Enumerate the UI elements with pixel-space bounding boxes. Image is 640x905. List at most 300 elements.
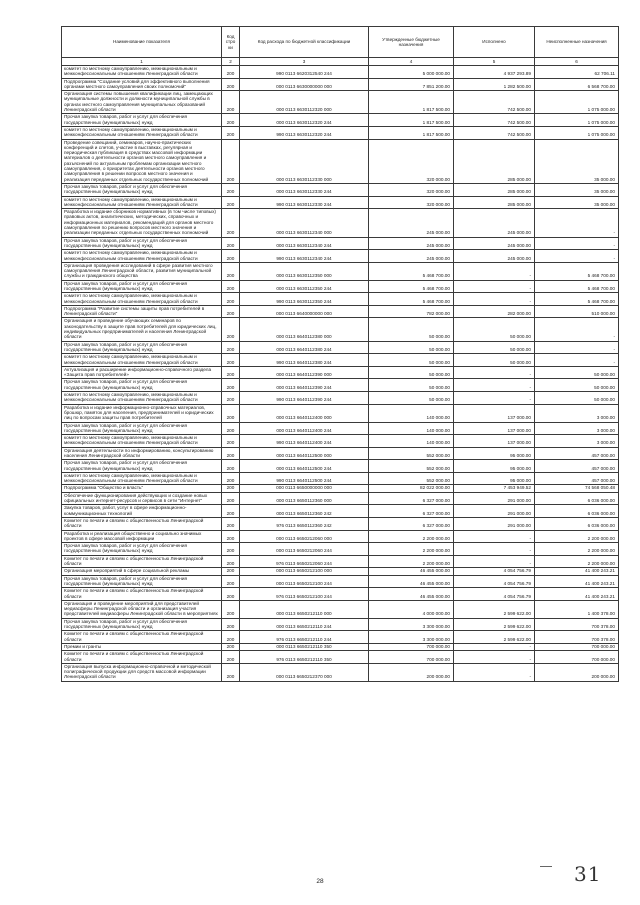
- row-line-code: 200: [222, 618, 240, 631]
- row-name: Разработка и реализация общественно и социально значимых проектов в сфере массовой информации: [62, 530, 222, 543]
- row-line-code: 200: [222, 505, 240, 518]
- table-row: [62, 517, 619, 530]
- row-approved: 3 300 000.00: [369, 631, 454, 644]
- row-unexecuted: 41 400 243.21: [535, 588, 619, 601]
- row-classification-code: 000 0113 6640112380 244: [240, 341, 369, 354]
- table-row: [62, 485, 619, 492]
- row-unexecuted: 6 036 000.00: [535, 505, 619, 518]
- row-classification-code: 000 0113 6650212060 244: [240, 543, 369, 556]
- row-line-code: 200: [222, 568, 240, 575]
- row-classification-code: 000 0113 6640112500 244: [240, 460, 369, 473]
- row-name: Организация и проведение мероприятий для представителей медиасферы Ленинградской области и организация участия представителей медиасферы Ленинградской области в мероприятиях: [62, 600, 222, 618]
- row-approved: 1 817 500.00: [369, 91, 454, 114]
- row-executed: 2 599 622.00: [454, 631, 535, 644]
- row-executed: 742 500.00: [454, 91, 535, 114]
- row-executed: 95 000.00: [454, 447, 535, 460]
- row-approved: 140 000.00: [369, 435, 454, 448]
- report-sheet: [61, 26, 618, 682]
- row-approved: 5 468 700.00: [369, 293, 454, 306]
- row-classification-code: 990 0113 6630112340 244: [240, 250, 369, 263]
- table-row: [62, 196, 619, 209]
- row-name: Прочая закупка товаров, работ и услуг для обеспечения государственных (муниципальных) нужд: [62, 114, 222, 127]
- row-unexecuted: 41 400 243.21: [535, 568, 619, 575]
- row-approved: 50 000.00: [369, 392, 454, 405]
- row-unexecuted: 35 000.00: [535, 196, 619, 209]
- row-approved: 7 851 200.00: [369, 78, 454, 91]
- row-line-code: 200: [222, 600, 240, 618]
- row-classification-code: 976 0113 6650112360 242: [240, 517, 369, 530]
- row-classification-code: 000 0113 6630112340 000: [240, 209, 369, 237]
- row-name: Закупка товаров, работ, услуг в сфере информационно-коммуникационных технологий: [62, 505, 222, 518]
- row-classification-code: 000 0113 6630112320 244: [240, 114, 369, 127]
- row-executed: -: [454, 643, 535, 650]
- table-row: [62, 354, 619, 367]
- row-approved: 5 468 700.00: [369, 262, 454, 280]
- row-classification-code: 990 0113 6630112330 244: [240, 196, 369, 209]
- row-unexecuted: 5 468 700.00: [535, 262, 619, 280]
- row-executed: 245 000.00: [454, 209, 535, 237]
- row-executed: 137 000.00: [454, 435, 535, 448]
- row-line-code: 200: [222, 237, 240, 250]
- row-line-code: 200: [222, 78, 240, 91]
- table-row: [62, 262, 619, 280]
- row-line-code: 200: [222, 354, 240, 367]
- row-approved: 46 455 000.00: [369, 568, 454, 575]
- row-classification-code: 000 0113 6630112320 000: [240, 91, 369, 114]
- row-classification-code: 000 0113 6640112390 000: [240, 366, 369, 379]
- header-name: Наименование показателя: [62, 27, 222, 58]
- row-unexecuted: 1 075 000.00: [535, 126, 619, 139]
- header-index-5: 5: [454, 58, 535, 66]
- row-name: Прочая закупка товаров, работ и услуг для обеспечения государственных (муниципальных) нужд: [62, 341, 222, 354]
- row-line-code: 200: [222, 517, 240, 530]
- row-line-code: 200: [222, 392, 240, 405]
- row-line-code: 200: [222, 293, 240, 306]
- row-approved: 200 000.00: [369, 663, 454, 681]
- row-approved: 140 000.00: [369, 404, 454, 422]
- row-name: Прочая закупка товаров, работ и услуг для обеспечения государственных (муниципальных) нужд: [62, 237, 222, 250]
- row-unexecuted: 200 000.00: [535, 663, 619, 681]
- row-approved: 4 000 000.00: [369, 600, 454, 618]
- row-line-code: 200: [222, 530, 240, 543]
- row-line-code: 200: [222, 643, 240, 650]
- row-unexecuted: 700 000.00: [535, 651, 619, 664]
- row-line-code: 200: [222, 435, 240, 448]
- table-row: [62, 651, 619, 664]
- row-executed: -: [454, 663, 535, 681]
- row-classification-code: 000 0113 6640112500 000: [240, 447, 369, 460]
- row-classification-code: 976 0113 6650212110 350: [240, 651, 369, 664]
- row-classification-code: 990 0113 6630112350 244: [240, 293, 369, 306]
- row-unexecuted: 5 468 700.00: [535, 293, 619, 306]
- row-line-code: 200: [222, 139, 240, 183]
- row-line-code: 200: [222, 366, 240, 379]
- table-row: [62, 618, 619, 631]
- row-approved: 320 000.00: [369, 183, 454, 196]
- row-unexecuted: 457 000.00: [535, 472, 619, 485]
- row-executed: 245 000.00: [454, 237, 535, 250]
- table-row: [62, 505, 619, 518]
- row-classification-code: 976 0113 6650212060 244: [240, 555, 369, 568]
- row-approved: 700 000.00: [369, 643, 454, 650]
- row-executed: 4 054 756.79: [454, 575, 535, 588]
- row-name: комитет по местному самоуправлению, межнациональным и межконфессиональным отношениям Ленинградской области: [62, 126, 222, 139]
- handwritten-page-mark: 31: [574, 862, 602, 886]
- row-classification-code: 990 0113 6640112380 244: [240, 354, 369, 367]
- header-classification-code: Код расхода по бюджетной классификации: [240, 27, 369, 58]
- row-executed: 95 000.00: [454, 460, 535, 473]
- row-unexecuted: -: [535, 354, 619, 367]
- table-row: [62, 568, 619, 575]
- row-approved: 50 000.00: [369, 379, 454, 392]
- row-line-code: 200: [222, 318, 240, 341]
- row-name: Комитет по печати и связям с общественностью Ленинградской области: [62, 631, 222, 644]
- row-executed: 137 000.00: [454, 404, 535, 422]
- row-name: Прочая закупка товаров, работ и услуг для обеспечения государственных (муниципальных) нужд: [62, 618, 222, 631]
- table-body: [62, 66, 619, 682]
- header-index-3: 3: [240, 58, 369, 66]
- table-row: [62, 183, 619, 196]
- row-line-code: 200: [222, 126, 240, 139]
- row-unexecuted: 510 000.00: [535, 305, 619, 318]
- row-name: Прочая закупка товаров, работ и услуг для обеспечения государственных (муниципальных) нужд: [62, 575, 222, 588]
- row-line-code: 200: [222, 209, 240, 237]
- row-name: Подпрограмма "Общество и власть": [62, 485, 222, 492]
- row-unexecuted: -: [535, 318, 619, 341]
- row-classification-code: 976 0113 6650212100 244: [240, 588, 369, 601]
- row-name: Организация деятельности по информированию, консультированию населения Ленинградской области: [62, 447, 222, 460]
- row-line-code: 200: [222, 588, 240, 601]
- table-row: [62, 631, 619, 644]
- header-index-4: 4: [369, 58, 454, 66]
- row-name: Комитет по печати и связям с общественностью Ленинградской области: [62, 555, 222, 568]
- row-name: комитет по местному самоуправлению, межнациональным и межконфессиональным отношениям Ленинградской области: [62, 435, 222, 448]
- row-approved: 245 000.00: [369, 250, 454, 263]
- row-name: комитет по местному самоуправлению, межнациональным и межконфессиональным отношениям Ленинградской области: [62, 472, 222, 485]
- row-executed: 282 000.00: [454, 305, 535, 318]
- header-index-2: 2: [222, 58, 240, 66]
- row-approved: 320 000.00: [369, 139, 454, 183]
- table-row: [62, 237, 619, 250]
- row-name: Подпрограмма "Создание условий для эффективного выполнения органами местного самоуправления своих полномочий": [62, 78, 222, 91]
- row-line-code: 200: [222, 555, 240, 568]
- row-classification-code: 000 0113 6650212100 000: [240, 568, 369, 575]
- table-row: [62, 435, 619, 448]
- row-approved: 46 455 000.00: [369, 575, 454, 588]
- header-index-6: 6: [535, 58, 619, 66]
- row-executed: -: [454, 379, 535, 392]
- row-name: Прочая закупка товаров, работ и услуг для обеспечения государственных (муниципальных) нужд: [62, 183, 222, 196]
- row-classification-code: 000 0113 6650112360 000: [240, 492, 369, 505]
- row-approved: 2 200 000.00: [369, 543, 454, 556]
- row-line-code: 200: [222, 114, 240, 127]
- row-classification-code: 000 0113 6630112330 000: [240, 139, 369, 183]
- row-name: Подпрограмма "Развитие системы защиты прав потребителей в Ленинградской области": [62, 305, 222, 318]
- row-classification-code: 000 0113 6630112350 244: [240, 280, 369, 293]
- row-unexecuted: 700 378.00: [535, 631, 619, 644]
- row-name: Премии и гранты: [62, 643, 222, 650]
- row-name: Прочая закупка товаров, работ и услуг для обеспечения государственных (муниципальных) нужд: [62, 280, 222, 293]
- row-approved: 50 000.00: [369, 354, 454, 367]
- row-name: Обеспечение функционирования действующих и создание новых официальных интернет-ресурсов и сервисов в сети "Интернет": [62, 492, 222, 505]
- table-row: [62, 460, 619, 473]
- table-row: [62, 492, 619, 505]
- row-unexecuted: 41 400 243.21: [535, 575, 619, 588]
- row-line-code: 200: [222, 305, 240, 318]
- row-executed: 742 500.00: [454, 114, 535, 127]
- table-row: [62, 555, 619, 568]
- row-name: Прочая закупка товаров, работ и услуг для обеспечения государственных (муниципальных) нужд: [62, 460, 222, 473]
- row-unexecuted: 700 378.00: [535, 618, 619, 631]
- row-executed: 2 599 622.00: [454, 618, 535, 631]
- row-classification-code: 990 0113 6630112320 244: [240, 126, 369, 139]
- row-executed: 285 000.00: [454, 139, 535, 183]
- row-line-code: 200: [222, 280, 240, 293]
- row-approved: 5 468 700.00: [369, 280, 454, 293]
- row-line-code: 200: [222, 631, 240, 644]
- row-classification-code: 000 0113 6650212110 244: [240, 618, 369, 631]
- row-executed: -: [454, 651, 535, 664]
- row-approved: 552 000.00: [369, 472, 454, 485]
- row-classification-code: 990 0113 6640112390 244: [240, 392, 369, 405]
- row-approved: 50 000.00: [369, 366, 454, 379]
- table-row: [62, 280, 619, 293]
- row-approved: 245 000.00: [369, 209, 454, 237]
- row-unexecuted: 3 000.00: [535, 435, 619, 448]
- row-unexecuted: 50 000.00: [535, 379, 619, 392]
- header-executed: Исполнено: [454, 27, 535, 58]
- row-unexecuted: 700 000.00: [535, 643, 619, 650]
- row-executed: 285 000.00: [454, 183, 535, 196]
- row-executed: -: [454, 555, 535, 568]
- page-number: 28: [316, 878, 324, 885]
- row-name: Разработка и издание информационно-справочных материалов, брошюр, памяток для населения, предпринимателей и юридических лиц по вопросам защиты прав потребителей: [62, 404, 222, 422]
- table-row: [62, 422, 619, 435]
- row-line-code: 200: [222, 663, 240, 681]
- row-classification-code: 000 0113 6630112340 244: [240, 237, 369, 250]
- row-executed: 50 000.00: [454, 341, 535, 354]
- row-name: Комитет по печати и связям с общественностью Ленинградской области: [62, 651, 222, 664]
- row-unexecuted: 2 200 000.00: [535, 543, 619, 556]
- row-name: Разработка и издание сборников нормативных (в том числе типовых) правовых актов, аналитических, методических, справочных и информационных материалов, рекомендаций для органов местного самоуправления по решению вопросов местного значения и реализации переданных отдельных государственных полномочий: [62, 209, 222, 237]
- row-executed: 7 453 949.52: [454, 485, 535, 492]
- row-executed: 4 054 756.79: [454, 568, 535, 575]
- table-row: [62, 250, 619, 263]
- row-approved: 552 000.00: [369, 447, 454, 460]
- row-name: комитет по местному самоуправлению, межнациональным и межконфессиональным отношениям Ленинградской области: [62, 66, 222, 79]
- row-classification-code: 000 0113 6640000000 000: [240, 305, 369, 318]
- table-row: [62, 305, 619, 318]
- row-executed: 1 282 500.00: [454, 78, 535, 91]
- row-executed: 291 000.00: [454, 492, 535, 505]
- row-line-code: 200: [222, 651, 240, 664]
- row-unexecuted: 2 200 000.00: [535, 555, 619, 568]
- row-line-code: 200: [222, 183, 240, 196]
- row-unexecuted: 6 568 700.00: [535, 78, 619, 91]
- row-line-code: 200: [222, 404, 240, 422]
- row-classification-code: 990 0113 6620312540 244: [240, 66, 369, 79]
- table-header-row: [62, 27, 619, 58]
- table-row: [62, 139, 619, 183]
- row-line-code: 200: [222, 341, 240, 354]
- table-row: [62, 126, 619, 139]
- row-classification-code: 000 0113 6640112380 000: [240, 318, 369, 341]
- row-line-code: 200: [222, 422, 240, 435]
- row-approved: 782 000.00: [369, 305, 454, 318]
- row-executed: -: [454, 293, 535, 306]
- row-line-code: 200: [222, 66, 240, 79]
- row-unexecuted: 457 000.00: [535, 460, 619, 473]
- table-row: [62, 575, 619, 588]
- row-executed: 245 000.00: [454, 250, 535, 263]
- table-row: [62, 392, 619, 405]
- row-unexecuted: 3 000.00: [535, 422, 619, 435]
- row-unexecuted: 50 000.00: [535, 366, 619, 379]
- row-unexecuted: 35 000.00: [535, 139, 619, 183]
- row-name: Организация мероприятий в сфере социальной рекламы: [62, 568, 222, 575]
- row-executed: -: [454, 392, 535, 405]
- row-line-code: 200: [222, 91, 240, 114]
- row-executed: 291 000.00: [454, 517, 535, 530]
- row-unexecuted: 457 000.00: [535, 447, 619, 460]
- row-unexecuted: 1 075 000.00: [535, 114, 619, 127]
- table-row: [62, 209, 619, 237]
- table-row: [62, 318, 619, 341]
- row-approved: 3 300 000.00: [369, 618, 454, 631]
- row-line-code: 200: [222, 196, 240, 209]
- row-classification-code: 000 0113 6640112390 244: [240, 379, 369, 392]
- row-line-code: 200: [222, 460, 240, 473]
- table-row: [62, 530, 619, 543]
- row-approved: 700 000.00: [369, 651, 454, 664]
- row-line-code: 200: [222, 250, 240, 263]
- row-name: Прочая закупка товаров, работ и услуг для обеспечения государственных (муниципальных) нужд: [62, 379, 222, 392]
- row-line-code: 200: [222, 262, 240, 280]
- row-line-code: 200: [222, 575, 240, 588]
- row-executed: 50 000.00: [454, 318, 535, 341]
- row-executed: 291 000.00: [454, 505, 535, 518]
- table-row: [62, 78, 619, 91]
- row-executed: -: [454, 543, 535, 556]
- table-header-index-row: [62, 58, 619, 66]
- row-approved: 2 200 000.00: [369, 530, 454, 543]
- row-line-code: 200: [222, 543, 240, 556]
- row-name: Организация и проведение обучающих семинаров по законодательству в защите прав потребителей для юридических лиц, индивидуальных предпринимателей и населения Ленинградской области: [62, 318, 222, 341]
- row-name: комитет по местному самоуправлению, межнациональным и межконфессиональным отношениям Ленинградской области: [62, 196, 222, 209]
- row-classification-code: 000 0113 6650112360 242: [240, 505, 369, 518]
- table-row: [62, 66, 619, 79]
- row-name: комитет по местному самоуправлению, межнациональным и межконфессиональным отношениям Ленинградской области: [62, 354, 222, 367]
- row-classification-code: 000 0113 6630000000 000: [240, 78, 369, 91]
- row-classification-code: 000 0113 6650212110 000: [240, 600, 369, 618]
- row-executed: 95 000.00: [454, 472, 535, 485]
- table-row: [62, 643, 619, 650]
- row-approved: 46 455 000.00: [369, 588, 454, 601]
- row-executed: 285 000.00: [454, 196, 535, 209]
- row-unexecuted: -: [535, 341, 619, 354]
- table-row: [62, 663, 619, 681]
- row-approved: 6 327 000.00: [369, 517, 454, 530]
- row-line-code: 200: [222, 379, 240, 392]
- row-classification-code: 000 0113 6640112400 000: [240, 404, 369, 422]
- row-name: Комитет по печати и связям с общественностью Ленинградской области: [62, 588, 222, 601]
- row-name: Прочая закупка товаров, работ и услуг для обеспечения государственных (муниципальных) нужд: [62, 543, 222, 556]
- header-approved: Утвержденные бюджетные назначения: [369, 27, 454, 58]
- table-row: [62, 543, 619, 556]
- row-approved: 245 000.00: [369, 237, 454, 250]
- row-name: Организация системы повышения квалификации лиц, замещающих муниципальные должности и должности муниципальной службы в органах местного самоуправления муниципальных образований Ленинградской области: [62, 91, 222, 114]
- row-name: Организация проведения исследований в сфере развития местного самоуправления Ленинградской области, развития муниципальной службы и гражданского общества: [62, 262, 222, 280]
- row-classification-code: 000 0113 6650000000 000: [240, 485, 369, 492]
- table-row: [62, 114, 619, 127]
- row-approved: 1 817 500.00: [369, 126, 454, 139]
- row-name: комитет по местному самоуправлению, межнациональным и межконфессиональным отношениям Ленинградской области: [62, 250, 222, 263]
- row-executed: 4 054 756.79: [454, 588, 535, 601]
- row-approved: 82 022 000.00: [369, 485, 454, 492]
- row-name: Актуализация и расширение информационно-справочного раздела «Защита прав потребителей»: [62, 366, 222, 379]
- row-name: Комитет по печати и связям с общественностью Ленинградской области: [62, 517, 222, 530]
- row-approved: 320 000.00: [369, 196, 454, 209]
- row-executed: 50 000.00: [454, 354, 535, 367]
- row-executed: 742 500.00: [454, 126, 535, 139]
- header-line-code: Код стро ки: [222, 27, 240, 58]
- row-approved: 50 000.00: [369, 318, 454, 341]
- row-classification-code: 990 0113 6640112500 244: [240, 472, 369, 485]
- row-classification-code: 000 0113 6650212100 244: [240, 575, 369, 588]
- row-unexecuted: 2 200 000.00: [535, 530, 619, 543]
- row-executed: 137 000.00: [454, 422, 535, 435]
- row-executed: -: [454, 366, 535, 379]
- header-unexecuted: Неисполненные назначения: [535, 27, 619, 58]
- table-row: [62, 472, 619, 485]
- row-unexecuted: 50 000.00: [535, 392, 619, 405]
- row-name: Прочая закупка товаров, работ и услуг для обеспечения государственных (муниципальных) нужд: [62, 422, 222, 435]
- row-unexecuted: 1 075 000.00: [535, 91, 619, 114]
- row-classification-code: 976 0113 6650212110 244: [240, 631, 369, 644]
- table-row: [62, 404, 619, 422]
- row-unexecuted: 74 568 050.48: [535, 485, 619, 492]
- row-unexecuted: 1 400 378.00: [535, 600, 619, 618]
- table-row: [62, 588, 619, 601]
- row-classification-code: 000 0113 6640112400 244: [240, 422, 369, 435]
- row-approved: 552 000.00: [369, 460, 454, 473]
- row-approved: 140 000.00: [369, 422, 454, 435]
- row-name: комитет по местному самоуправлению, межнациональным и межконфессиональным отношениям Ленинградской области: [62, 392, 222, 405]
- row-line-code: 200: [222, 492, 240, 505]
- table-row: [62, 600, 619, 618]
- row-approved: 6 327 000.00: [369, 505, 454, 518]
- table-row: [62, 293, 619, 306]
- row-name: комитет по местному самоуправлению, межнациональным и межконфессиональным отношениям Ленинградской области: [62, 293, 222, 306]
- row-line-code: 200: [222, 447, 240, 460]
- row-classification-code: 000 0113 6650212370 000: [240, 663, 369, 681]
- row-approved: 2 200 000.00: [369, 555, 454, 568]
- table-row: [62, 379, 619, 392]
- row-unexecuted: 3 000.00: [535, 404, 619, 422]
- row-line-code: 200: [222, 485, 240, 492]
- table-row: [62, 366, 619, 379]
- row-executed: -: [454, 280, 535, 293]
- table-row: [62, 341, 619, 354]
- row-unexecuted: 35 000.00: [535, 183, 619, 196]
- row-approved: 1 817 500.00: [369, 114, 454, 127]
- table-row: [62, 91, 619, 114]
- row-name: Организация выпуска информационно-справочной и методической полиграфической продукции для средств массовой информации Ленинградской области: [62, 663, 222, 681]
- row-unexecuted: 6 036 000.00: [535, 492, 619, 505]
- row-approved: 5 000 000.00: [369, 66, 454, 79]
- row-executed: -: [454, 262, 535, 280]
- row-classification-code: 000 0113 6630112350 000: [240, 262, 369, 280]
